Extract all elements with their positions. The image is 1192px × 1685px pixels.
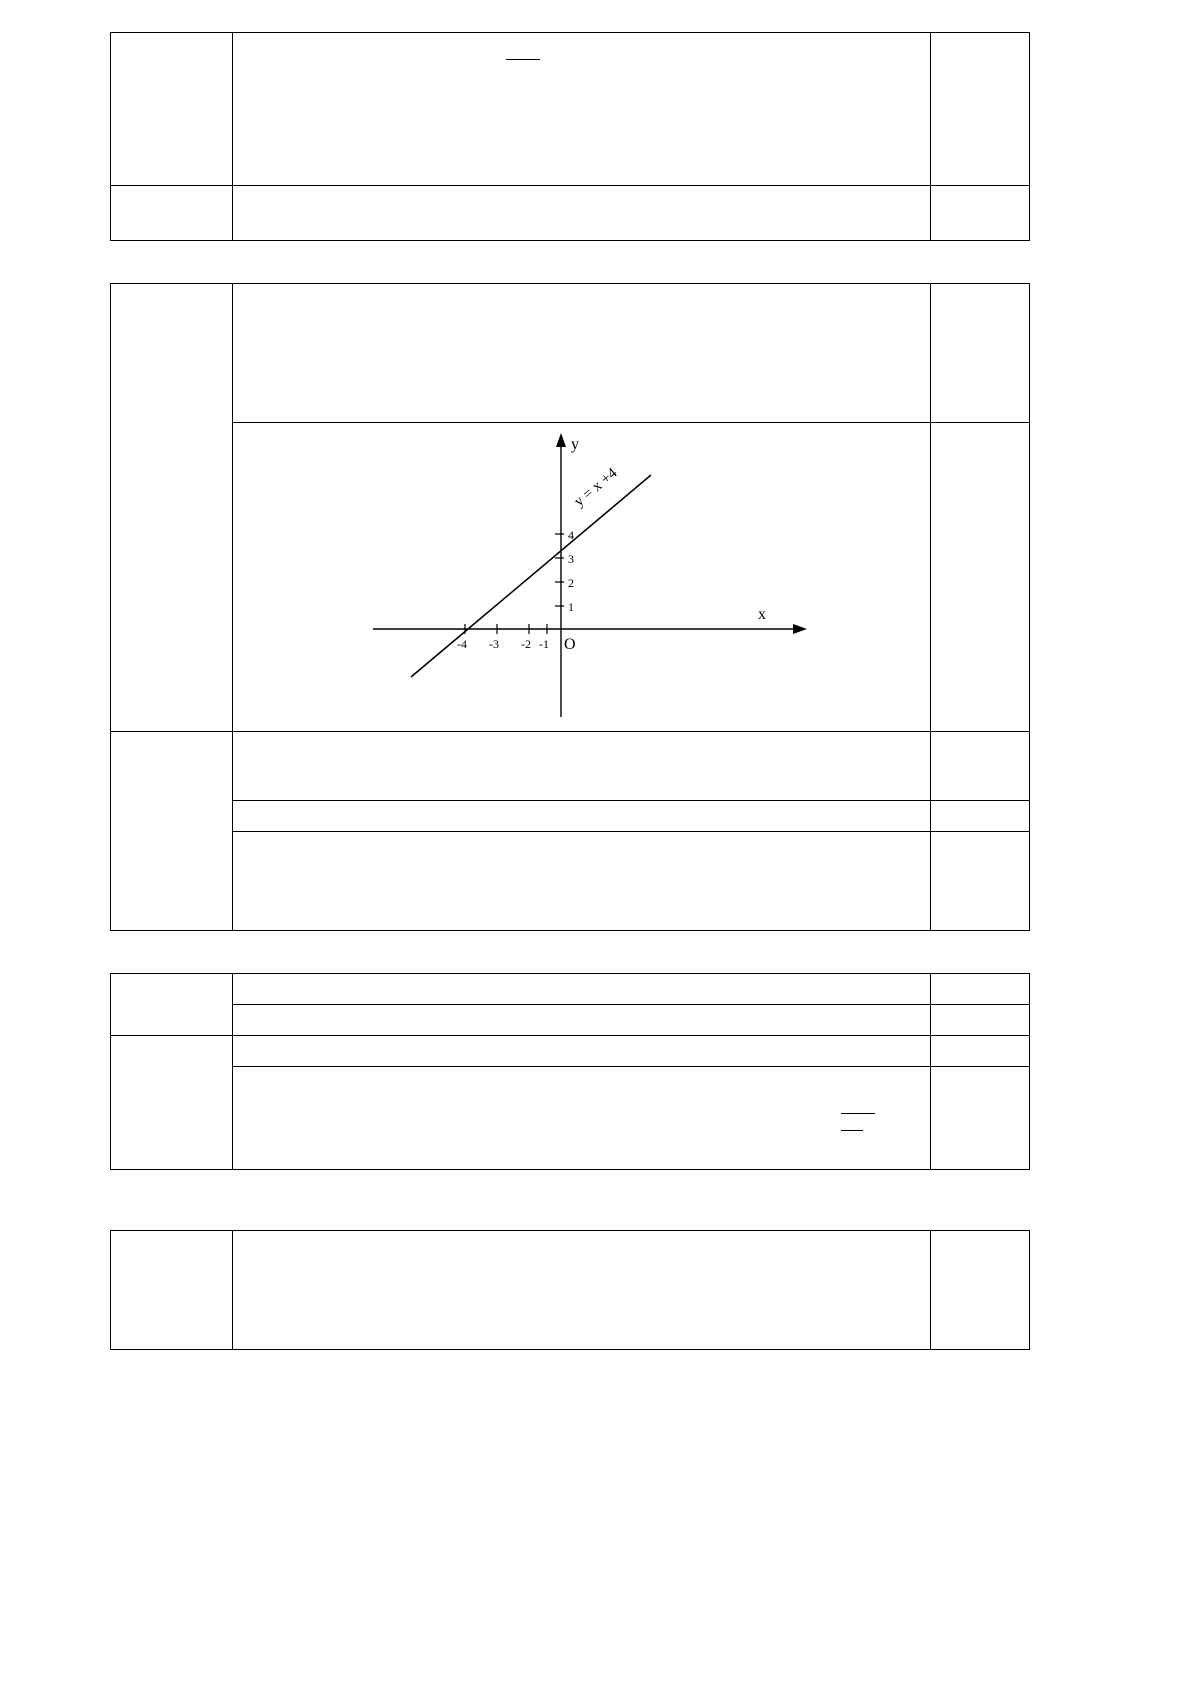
answer-content <box>241 978 922 1000</box>
y-tick-label-3: 3 <box>568 552 574 566</box>
answer-cell <box>233 186 931 241</box>
answer-content <box>241 836 922 926</box>
question-number-cell <box>111 284 233 732</box>
marks-cell <box>931 284 1030 423</box>
table-row <box>111 801 1030 832</box>
marks-cell <box>931 33 1030 186</box>
answer-content <box>241 736 922 796</box>
table-row <box>111 1005 1030 1036</box>
question-number-cell <box>111 33 233 186</box>
answer-cell <box>233 1067 931 1170</box>
marks-cell <box>931 186 1030 241</box>
equation-label: y = x +4 <box>571 465 621 511</box>
top-spacer <box>0 0 1192 32</box>
marks-cell <box>931 1005 1030 1036</box>
fraction-pair <box>841 1105 922 1139</box>
question-number-cell <box>111 1231 233 1350</box>
answer-content <box>241 288 922 418</box>
origin-label: O <box>564 636 576 653</box>
mark-table-4 <box>110 1230 1030 1350</box>
y-tick-label-1: 1 <box>568 600 574 614</box>
x-tick-label-neg4: -4 <box>457 637 467 651</box>
table-gap-1 <box>0 241 1192 283</box>
y-axis-label: y <box>571 436 579 453</box>
question-number-cell <box>111 732 233 931</box>
marks-cell <box>931 1231 1030 1350</box>
table-row <box>111 284 1030 423</box>
answer-cell <box>233 1036 931 1067</box>
answer-cell <box>233 1231 931 1350</box>
answer-content <box>241 51 922 181</box>
fraction-bar <box>506 59 540 60</box>
answer-cell <box>233 1005 931 1036</box>
answer-cell <box>233 801 931 832</box>
table-row <box>111 974 1030 1005</box>
y-axis-arrowhead <box>556 433 566 447</box>
answer-content <box>241 1105 922 1165</box>
mark-table-3 <box>110 973 1030 1170</box>
fraction-rule <box>506 51 922 68</box>
question-number-cell <box>111 186 233 241</box>
mark-table-1 <box>110 32 1030 241</box>
table-gap-3 <box>0 1170 1192 1230</box>
fraction-bar-right <box>841 1130 863 1131</box>
table-row <box>111 1036 1030 1067</box>
graph-cell <box>233 423 931 732</box>
fraction-bar-left <box>841 1113 875 1114</box>
answer-cell <box>233 974 931 1005</box>
x-tick-label-neg3: -3 <box>489 637 499 651</box>
table-row <box>111 832 1030 931</box>
table-gap-2 <box>0 931 1192 973</box>
table-row <box>111 1067 1030 1170</box>
question-number-cell <box>111 974 233 1036</box>
x-axis-arrowhead <box>793 624 807 634</box>
line-graph <box>261 427 881 727</box>
answer-content <box>241 1235 922 1345</box>
y-tick-label-4: 4 <box>568 528 574 542</box>
table-row-graph <box>111 423 1030 732</box>
answer-content <box>241 1040 922 1062</box>
answer-content <box>241 1009 922 1031</box>
marks-cell <box>931 1067 1030 1170</box>
question-number-cell <box>111 1036 233 1170</box>
table-row <box>111 1231 1030 1350</box>
y-tick-label-2: 2 <box>568 576 574 590</box>
answer-content <box>241 190 922 236</box>
marks-cell <box>931 732 1030 801</box>
answer-cell <box>233 832 931 931</box>
marks-cell <box>931 832 1030 931</box>
marks-cell <box>931 1036 1030 1067</box>
answer-content <box>241 805 922 827</box>
answer-cell <box>233 732 931 801</box>
marks-cell <box>931 974 1030 1005</box>
x-tick-label-neg2: -2 <box>521 637 531 651</box>
table-row <box>111 732 1030 801</box>
table-row <box>111 186 1030 241</box>
marks-cell <box>931 423 1030 732</box>
answer-cell <box>233 33 931 186</box>
x-tick-label-neg1: -1 <box>539 637 549 651</box>
plotted-line <box>411 475 651 677</box>
mark-table-2 <box>110 283 1030 931</box>
answer-cell <box>233 284 931 423</box>
x-axis-label: x <box>758 606 766 623</box>
table-row <box>111 33 1030 186</box>
marks-cell <box>931 801 1030 832</box>
graph-container <box>241 427 922 727</box>
